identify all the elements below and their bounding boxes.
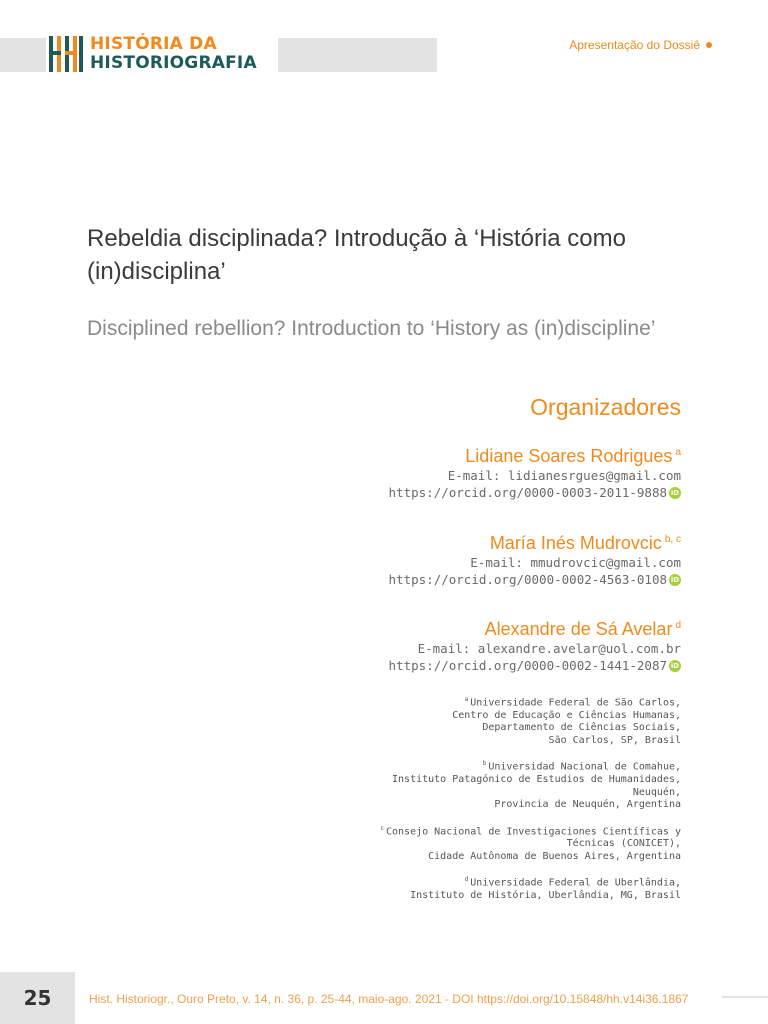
affiliation-line	[361, 758, 681, 774]
orcid-url[interactable]: https://orcid.org/0000-0002-4563-0108	[388, 572, 667, 587]
author-block	[261, 615, 681, 674]
logo-text	[90, 35, 257, 73]
header-bar-mid	[278, 38, 437, 72]
affiliation-line: Instituto de História, Uberlândia, MG, Brasil	[410, 890, 681, 902]
affiliation-text: Universidade Federal de São Carlos,	[470, 697, 681, 709]
section-tag	[569, 38, 712, 52]
author-email[interactable]: E-mail: alexandre.avelar@uol.com.br	[417, 641, 681, 656]
affiliation-line	[361, 823, 681, 839]
section-tag-label: Apresentação do Dossiê	[569, 38, 700, 52]
author-block	[261, 529, 681, 588]
author-orcid-link[interactable]	[261, 484, 681, 501]
author-affil-sup: b, c	[664, 534, 681, 545]
author-orcid-link[interactable]	[261, 657, 681, 674]
affiliation-text: Consejo Nacional de Investigaciones Científicas y	[385, 825, 681, 837]
orcid-icon[interactable]: iD	[670, 575, 680, 584]
orcid-url[interactable]: https://orcid.org/0000-0002-1441-2087	[388, 658, 667, 673]
affiliation-sup: b	[482, 760, 487, 768]
author-block	[261, 442, 681, 501]
author-name-text: Alexandre de Sá Avelar	[484, 619, 673, 639]
affiliation-line: São Carlos, SP, Brasil	[548, 734, 681, 746]
affiliation-line: Provincia de Neuquén, Argentina	[494, 799, 681, 811]
orcid-icon[interactable]: iD	[670, 488, 680, 497]
author-name	[261, 615, 681, 640]
footer-rule	[722, 996, 768, 998]
journal-logo[interactable]	[48, 35, 257, 73]
author-name-text: Lidiane Soares Rodrigues	[465, 446, 673, 466]
affiliation-c	[361, 823, 681, 864]
affiliation-a	[361, 694, 681, 747]
article-title-pt: Rebeldia disciplinada? Introdução à ‘História como (in)disciplina’	[87, 225, 626, 285]
affiliation-b	[361, 758, 681, 811]
bullet-dot-icon	[706, 42, 712, 48]
author-affil-sup: d	[675, 620, 681, 631]
author-email[interactable]: E-mail: lidianesrgues@gmail.com	[447, 468, 681, 483]
orcid-url[interactable]: https://orcid.org/0000-0003-2011-9888	[388, 485, 667, 500]
affiliation-line: Instituto Patagónico de Estudios de Humanidades,	[392, 774, 681, 786]
affiliation-line: Cidade Autônoma de Buenos Aires, Argentina	[428, 850, 681, 862]
affiliation-line: Neuquén,	[632, 786, 681, 798]
affiliation-d	[361, 874, 681, 902]
author-name	[261, 442, 681, 467]
author-email[interactable]: E-mail: mmudrovcic@gmail.com	[470, 555, 681, 570]
affiliation-sup: a	[464, 696, 469, 703]
organizers-heading: Organizadores	[530, 394, 681, 420]
author-name-text: María Inés Mudrovcic	[489, 533, 662, 553]
hh-monogram-icon	[48, 35, 84, 73]
affiliation-line: Centro de Educação e Ciências Humanas,	[452, 709, 681, 721]
logo-line-2: HISTORIOGRAFIA	[90, 53, 257, 73]
affiliation-line	[361, 874, 681, 890]
affiliation-sup: c	[380, 824, 384, 832]
header-bar-left	[0, 38, 46, 72]
article-title-en: Disciplined rebellion? Introduction to ‘History as (in)discipline’	[87, 317, 656, 340]
affiliation-text: Universidad Nacional de Comahue,	[488, 761, 681, 773]
author-affil-sup: a	[675, 447, 681, 458]
affiliation-sup: d	[464, 876, 469, 884]
affiliation-line	[361, 694, 681, 710]
author-name	[261, 529, 681, 554]
affiliation-line: Técnicas (CONICET),	[566, 838, 681, 850]
footer-citation[interactable]: Hist. Historiogr., Ouro Preto, v. 14, n. 36, p. 25-44, maio-ago. 2021 - DOI https://doi.org/10.15848/hh.v14i36.1867	[89, 992, 689, 1006]
page-number: 25	[0, 972, 75, 1024]
author-orcid-link[interactable]	[261, 571, 681, 588]
affiliations	[361, 694, 681, 914]
logo-line-1: HISTÓRIA DA	[90, 34, 217, 54]
affiliation-text: Universidade Federal de Uberlândia,	[470, 877, 681, 889]
affiliation-line: Departamento de Ciências Sociais,	[482, 722, 681, 734]
orcid-icon[interactable]: iD	[670, 661, 680, 670]
